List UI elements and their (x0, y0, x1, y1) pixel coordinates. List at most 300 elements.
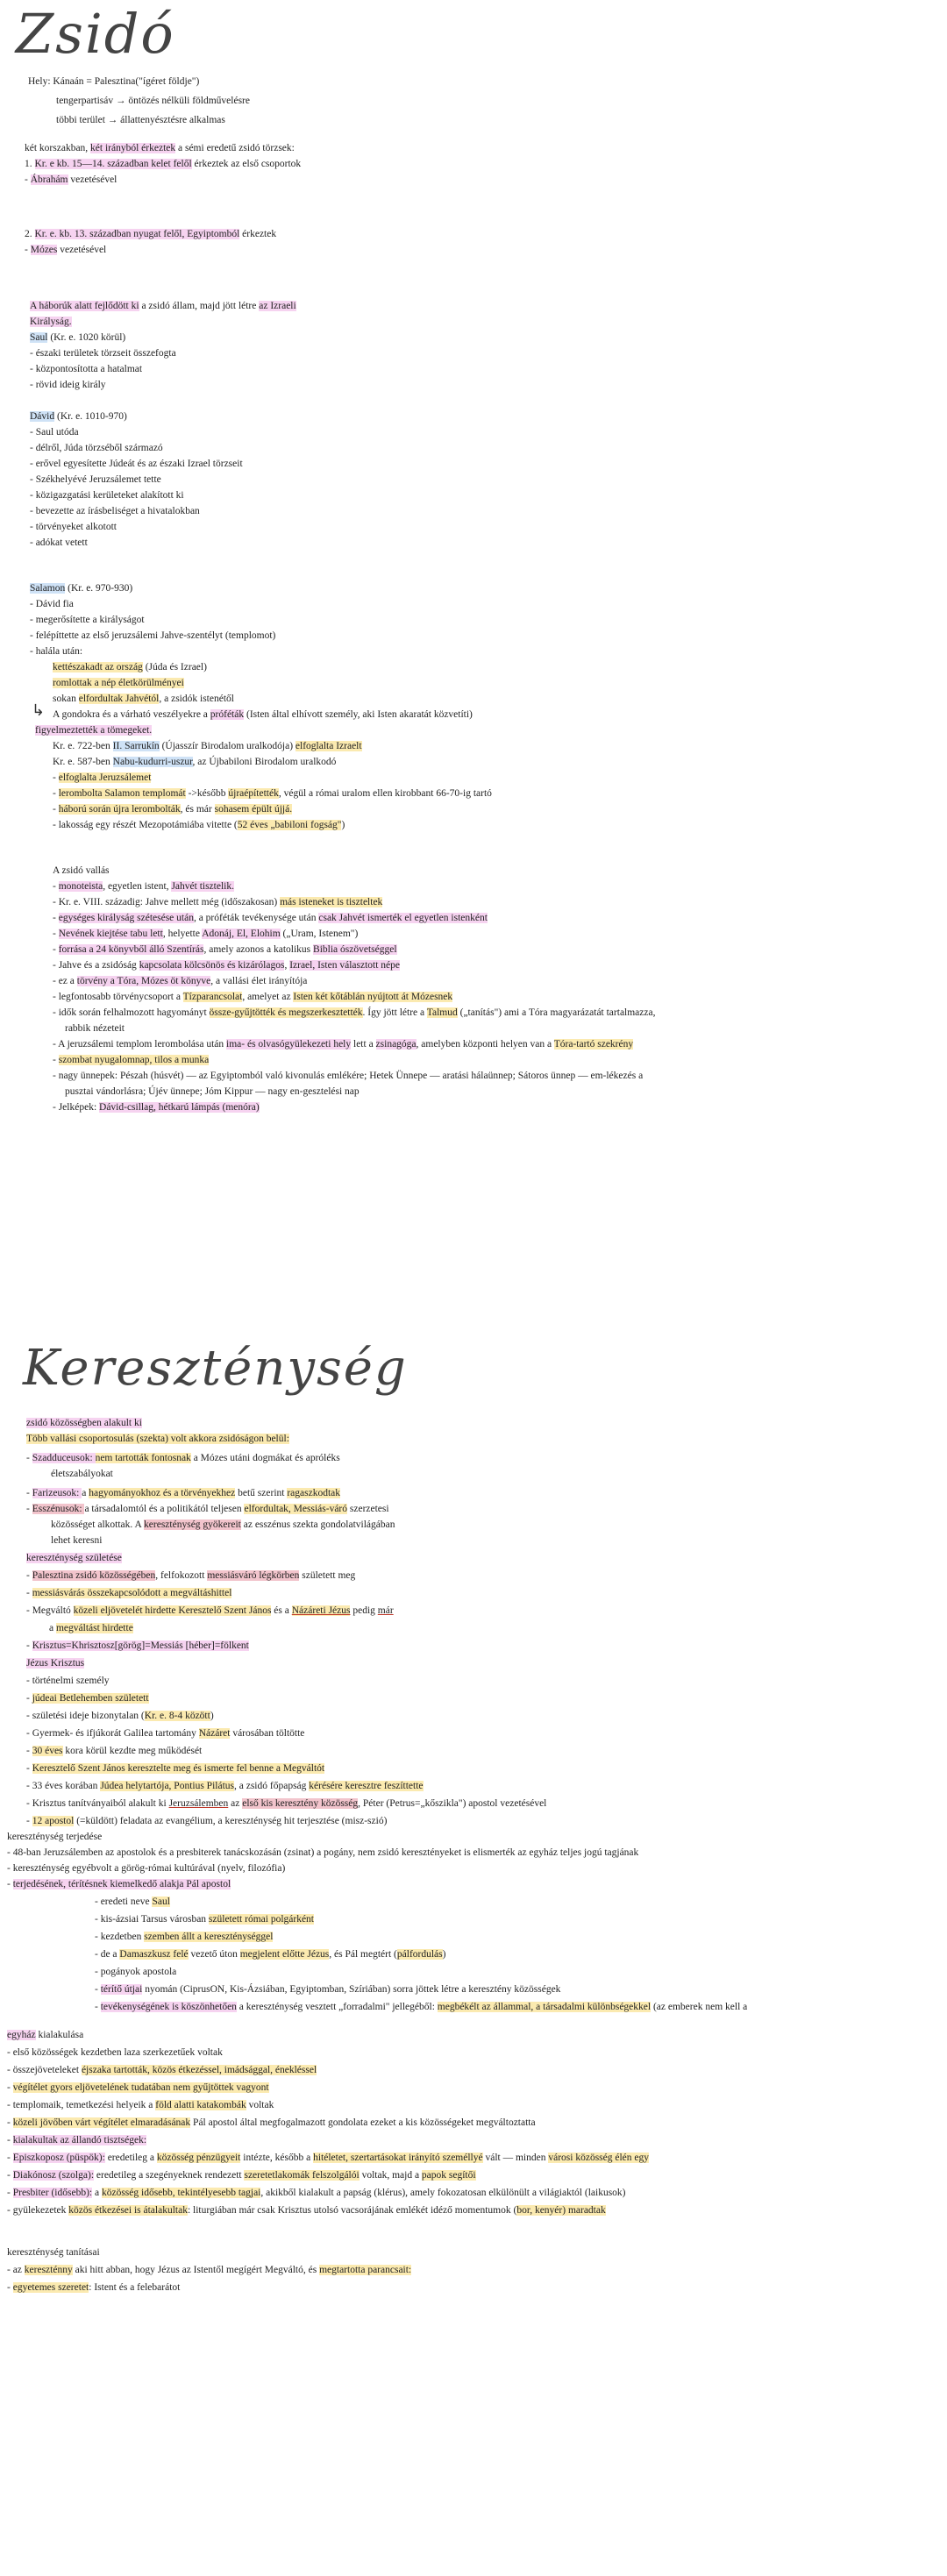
text-segment: született meg (299, 1570, 356, 1581)
highlighted-text: közeli eljövetelét hirdette Keresztelő Szent János (73, 1605, 272, 1616)
text-line (25, 228, 276, 240)
text-segment: , Péter (Petrus=„kőszikla") apostol vezetésével (358, 1798, 547, 1809)
text-segment: , (284, 960, 290, 971)
highlighted-text: Názáret (198, 1728, 231, 1739)
text-segment: vezetésével (68, 174, 117, 185)
text-segment: pedig (350, 1605, 378, 1616)
text-line (26, 1815, 387, 1827)
text-line (25, 158, 301, 170)
highlighted-text: figyelmeztették a tömegeket. (35, 725, 153, 736)
text-segment: - idők során felhalmozott hagyományt (53, 1007, 210, 1018)
text-segment: - (7, 2082, 13, 2093)
highlighted-text: közösség idősebb, tekintélyesebb tagjai (101, 2188, 261, 2198)
text-segment: („Uram, Istenem") (280, 929, 359, 939)
highlighted-text: egyház (7, 2030, 36, 2040)
text-segment: - (95, 1984, 101, 1995)
text-line (26, 1417, 142, 1429)
text-line: - első közösségek kezdetben laza szerkezetűek voltak (7, 2047, 223, 2058)
text-line (95, 1896, 170, 1908)
text-line (7, 2281, 180, 2294)
highlighted-text: Esszénusok: (32, 1504, 85, 1514)
text-segment: nyomán (CiprusON, Kis-Ázsiában, Egyiptomban, Szíriában) sorra jöttek létre a keresztény közösségek (142, 1984, 561, 1995)
text-segment: a (284, 1605, 292, 1616)
text-line (25, 142, 295, 154)
text-line: rabbik nézeteit (65, 1023, 125, 1034)
highlighted-text: két irányból érkeztek (90, 143, 176, 153)
text-segment: érkeztek az első csoportok (191, 159, 302, 169)
text-segment: (Isten által elhívott személy, aki Isten akaratát közvetíti) (244, 709, 473, 720)
text-segment: , akikből kialakult a papság (klérus), amely fokozatosan elkülönült a világiaktól (laikusok) (260, 2188, 626, 2198)
text-line (53, 1054, 209, 1066)
highlighted-text: kapcsolata kölcsönös és kizárólagos (139, 960, 285, 971)
text-line: tengerpartisáv → öntözés nélküli földművelésre (56, 96, 250, 106)
text-segment: - (53, 929, 59, 939)
text-segment: , a próféták tevékenysége után (193, 913, 319, 923)
text-segment: , és Pál megtért ( (329, 1949, 397, 1960)
highlighted-text: közös étkezései is átalakultak (68, 2205, 188, 2216)
text-line: - pogányok apostola (95, 1967, 177, 1977)
text-segment: - legfontosabb törvénycsoport a (53, 992, 183, 1002)
text-line: - közigazgatási kerületeket alakított ki (30, 490, 184, 501)
text-line (53, 880, 234, 893)
highlighted-text: össze-gyűjtötték és megszerkesztették (209, 1007, 363, 1018)
highlighted-text: Dávid (30, 411, 55, 422)
text-segment: („tanítás") ami a Tóra magyarázatát tartalmazza, (457, 1007, 656, 1018)
text-segment: - (26, 1588, 32, 1598)
highlighted-text: Ábrahám (30, 174, 68, 185)
text-line (26, 1727, 304, 1740)
text-line (7, 1878, 231, 1890)
text-segment: , helyette (162, 929, 203, 939)
highlighted-text: tevékenységének is köszönhetően (100, 2002, 237, 2012)
text-line (26, 1587, 231, 1599)
text-segment: az esszénus szekta gondolatvilágában (240, 1519, 395, 1530)
text-line: - Saul utóda (30, 427, 79, 438)
highlighted-text: Salamon (30, 583, 66, 594)
text-segment: - kezdetben (95, 1932, 145, 1942)
text-segment: , végül a római uralom ellen kirobbant 66-70-ig tartó (278, 788, 492, 799)
highlighted-text: megbékélt az állammal, a társadalmi különbségekkel (437, 2002, 652, 2012)
text-segment: - Kr. e. VIII. századig: Jahve mellett még (időszakosan) (53, 897, 281, 907)
text-segment: - lakosság egy részét Mezopotámiába vitette ( (53, 820, 238, 830)
highlighted-text: föld alatti katakombák (155, 2100, 246, 2110)
text-line (49, 1622, 133, 1634)
text-line (53, 677, 184, 689)
text-line (7, 2099, 274, 2111)
text-segment: 1. (25, 159, 35, 169)
text-segment: - (26, 1640, 32, 1651)
text-line: Hely: Kánaán = Palesztina("ígéret földje") (28, 76, 200, 87)
highlighted-text: elfoglalta Jeruzsálemet (58, 772, 152, 783)
text-segment: - (25, 174, 31, 185)
text-line (26, 1433, 289, 1445)
text-line (53, 772, 151, 784)
text-line: többi terület → állattenyésztésre alkalmas (56, 115, 225, 125)
text-segment: , az Újbabiloni Birodalom uralkodó (192, 757, 337, 767)
highlighted-text: az Izraeli (259, 301, 296, 311)
highlighted-text: éjszaka tartották, közös étkezéssel, imádsággal, énekléssel (81, 2065, 317, 2075)
text-line (7, 2152, 649, 2164)
highlighted-text: Tóra-tartó szekrény (553, 1039, 634, 1050)
highlighted-text: júdeai Betlehemben született (32, 1693, 149, 1704)
text-segment: - (26, 1763, 32, 1774)
text-line: - törvényeket alkotott (30, 522, 117, 532)
highlighted-text: messiásvárás összekapcsolódott a megváltáshittel (32, 1588, 232, 1598)
highlighted-text: II. Sarrukín (112, 741, 160, 751)
text-segment: - (7, 1879, 13, 1889)
highlighted-text: egyetemes szeretet (12, 2282, 89, 2293)
text-segment: 2. (25, 229, 35, 239)
highlighted-text: törvény a Tóra, Mózes öt könyve (76, 976, 211, 986)
highlighted-text: zsinagóga (375, 1039, 417, 1050)
highlighted-text: újraépítették (228, 788, 279, 799)
text-segment: ) (442, 1949, 446, 1960)
highlighted-text: csak Jahvét ismerték el egyetlen istenként (318, 913, 488, 923)
text-segment: intézte, később a (240, 2153, 314, 2163)
text-line (53, 708, 473, 721)
highlighted-text: Izrael, Isten választott népe (289, 960, 400, 971)
text-line: - megerősítette a királyságot (30, 615, 145, 625)
text-line (53, 1038, 633, 1050)
text-line (51, 1519, 395, 1531)
text-line (30, 331, 125, 344)
highlighted-text: szemben állt a kereszténységgel (144, 1932, 274, 1942)
text-segment: , amelyet az (242, 992, 294, 1002)
highlighted-text: kérésére keresztre feszíttette (309, 1781, 424, 1791)
text-segment: a (82, 1488, 89, 1498)
text-line (53, 1007, 655, 1019)
text-line (25, 244, 106, 256)
text-segment: kialakulása (35, 2030, 84, 2040)
text-segment: (Kr. e. 970-930) (65, 583, 133, 594)
text-line (53, 803, 292, 815)
highlighted-text: Több vallási csoportosulás (szekta) volt akkora zsidóságon belül: (26, 1434, 289, 1444)
text-line (95, 1948, 445, 1960)
text-segment: - (26, 1693, 32, 1704)
highlighted-text: Isten két kőtáblán nyújtott át Mózesnek (293, 992, 453, 1002)
text-line (35, 724, 152, 737)
text-line: életszabályokat (51, 1469, 113, 1479)
text-segment: , egyetlen istent, (103, 881, 172, 892)
text-segment: - eredeti neve (95, 1896, 153, 1907)
text-line (7, 2081, 269, 2094)
highlighted-text: Jahvét tisztelik. (171, 881, 234, 892)
highlighted-text: háború során újra lerombolták (58, 804, 181, 815)
highlighted-text: közösség pénzügyeit (156, 2153, 241, 2163)
text-segment: betű szerint (235, 1488, 288, 1498)
highlighted-text: Jeruzsálemben (168, 1798, 229, 1809)
text-line (26, 1692, 149, 1704)
text-line (25, 174, 117, 186)
highlighted-text: hagyományokhoz és a törvényekhez (89, 1488, 236, 1498)
text-line (95, 2001, 747, 2013)
text-segment: : liturgiában már csak Krisztus utolsó vacsorájának emlékét idéző momentumok ( (187, 2205, 517, 2216)
text-segment: kora körül kezdte meg működését (62, 1746, 203, 1756)
text-segment: . Így jött létre a (362, 1007, 427, 1018)
text-segment: - (26, 1570, 32, 1581)
text-segment: vezető úton (188, 1949, 240, 1960)
highlighted-text: megváltást hirdette (55, 1623, 133, 1633)
text-segment: Kr. e. 587-ben (53, 757, 113, 767)
text-line (26, 1640, 249, 1652)
text-segment: - Krisztus tanítványaiból alakult ki (26, 1798, 169, 1809)
text-segment: - templomaik, temetkezési helyeik a (7, 2100, 156, 2110)
text-segment: aki hitt abban, hogy Jézus az Istentől megígért Megváltó, és (72, 2265, 320, 2275)
text-segment: - (7, 2117, 13, 2128)
text-segment: (Kr. e. 1020 körül) (47, 332, 126, 343)
highlighted-text: romlottak a nép életkörülményei (53, 678, 184, 688)
highlighted-text: monoteista (58, 881, 103, 892)
text-segment: - (95, 2002, 101, 2012)
text-line: - nagy ünnepek: Pészah (húsvét) — az Egyiptomból való kivonulás emlékére; Hetek Ünnepe — aratási hálaünnep; Sátoros ünnep — em-lékezés a (53, 1071, 644, 1081)
text-segment: - (26, 1488, 32, 1498)
highlighted-text: hitéletet, szertartásokat irányító személlyé (313, 2153, 483, 2163)
text-line: - Dávid fia (30, 599, 74, 609)
text-segment: - A jeruzsálemi templom lerombolása után (53, 1039, 227, 1050)
text-segment: városában töltötte (230, 1728, 305, 1739)
highlighted-text: Szadduceusok: (32, 1453, 96, 1463)
text-segment: érkeztek (239, 229, 277, 239)
highlighted-text: szombat nyugalomnap, tilos a munka (58, 1055, 210, 1065)
text-line (7, 2117, 536, 2129)
text-segment: - kis-ázsiai Tarsus városban (95, 1914, 209, 1925)
text-line (26, 1569, 355, 1582)
highlighted-text: bor, kenyér) maradtak (516, 2205, 606, 2216)
text-line (26, 1762, 324, 1775)
highlighted-text: Dávid-csillag, hétkarú lámpás (menóra) (99, 1102, 260, 1113)
highlighted-text: Biblia ószövetséggel (313, 944, 397, 955)
text-segment: vezetésével (57, 245, 107, 255)
text-segment: - Jelképek: (53, 1102, 100, 1113)
text-segment: szerzetesi (347, 1504, 389, 1514)
text-line: - központosította a hatalmat (30, 364, 143, 374)
text-line (7, 2187, 626, 2199)
text-line (7, 2169, 476, 2181)
text-line (30, 410, 127, 423)
highlighted-text: Farizeusok: (32, 1488, 82, 1498)
highlighted-text: sohasem épült újjá. (214, 804, 293, 815)
text-segment: - (25, 245, 31, 255)
text-line (26, 1552, 122, 1564)
highlighted-text: Názáreti Jézus (291, 1605, 351, 1616)
highlighted-text: Nevének kiejtése tabu lett (58, 929, 163, 939)
text-segment: - összejöveteleket (7, 2065, 82, 2075)
highlighted-text: első kis keresztény közösség (242, 1798, 359, 1809)
text-segment: - gyülekezetek (7, 2205, 69, 2216)
text-segment: : Istent és a felebarátot (89, 2282, 181, 2293)
highlighted-text: próféták (210, 709, 245, 720)
highlighted-text: kereszténység születése (26, 1553, 122, 1563)
highlighted-text: messiásváró légkörben (207, 1570, 300, 1581)
highlighted-text: forrása a 24 könyvből álló Szentírás (58, 944, 204, 955)
text-line (53, 693, 234, 705)
text-segment: - (53, 772, 59, 783)
text-segment: sokan (53, 694, 79, 704)
text-segment: (Júda és Izrael) (142, 662, 207, 672)
text-segment: eredetileg a szegényeknek rendezett (94, 2170, 245, 2181)
text-line: - délről, Júda törzséből származó (30, 443, 163, 453)
highlighted-text: megjelent előtte Jézus (239, 1949, 330, 1960)
text-segment: - (53, 1055, 59, 1065)
text-segment: a (49, 1623, 56, 1633)
highlighted-text: ima- és olvasógyülekezeti hely (226, 1039, 352, 1050)
text-line (53, 928, 358, 940)
highlighted-text: Krisztus=Khrisztosz[görög]=Messiás [héber]=fölkent (32, 1640, 249, 1651)
highlighted-text: Talmud (426, 1007, 458, 1018)
highlighted-text: elfordultak, Messiás-váró (244, 1504, 348, 1514)
text-line (95, 1983, 560, 1996)
text-line (53, 661, 207, 673)
highlighted-text: Episzkoposz (püspök): (12, 2153, 105, 2163)
highlighted-text: Júdea helytartója, Pontius Pilátus (100, 1781, 234, 1791)
text-line (26, 1605, 394, 1617)
text-segment: - az (7, 2265, 25, 2275)
text-segment: voltak (246, 2100, 274, 2110)
section-title-zsido: Zsidó (16, 2, 175, 66)
text-line (7, 2134, 146, 2146)
text-line (30, 316, 72, 328)
text-line (53, 1101, 260, 1114)
text-line: pusztai vándorlásra; Újév ünnepe; Jóm Kippur — nagy en-gesztelési nap (65, 1086, 360, 1097)
highlighted-text: szeretetlakomák felszolgálói (244, 2170, 360, 2181)
text-segment: , és már (180, 804, 215, 815)
text-line: - északi területek törzseit összefogta (30, 348, 176, 359)
text-segment: - (7, 2135, 13, 2145)
text-segment: - Jahve és a zsidóság (53, 960, 139, 971)
highlighted-text: Adonáj, El, Elohim (202, 929, 281, 939)
text-segment: A gondokra és a várható veszélyekre a (53, 709, 210, 720)
highlighted-text: kereszténny (24, 2265, 73, 2275)
text-segment: és (271, 1605, 285, 1616)
text-line: kereszténység tanításai (7, 2247, 100, 2258)
highlighted-text: Tízparancsolat (182, 992, 243, 1002)
text-segment: a sémi eredetű zsidó törzsek: (175, 143, 295, 153)
text-line (53, 896, 382, 908)
highlighted-text: született római polgárként (208, 1914, 314, 1925)
text-segment: (Újasszír Birodalom uralkodója) (159, 741, 295, 751)
text-segment: ) (210, 1711, 214, 1721)
text-line (30, 582, 132, 594)
text-segment: , a zsidó főpapság (234, 1781, 310, 1791)
text-segment: - de a (95, 1949, 120, 1960)
text-line: - 48-ban Jeruzsálemben az apostolok és a presbiterek tanácskozásán (zsinat) a pogány, nem zsidó keresztényeket is elismerték az egyház teljes jogú tagjának (7, 1847, 639, 1858)
text-segment: a kereszténység vesztett „forradalmi" jellegéből: (236, 2002, 438, 2012)
text-segment: - (7, 2188, 13, 2198)
text-segment: - (26, 1746, 32, 1756)
highlighted-text: egységes királyság szétesése után (58, 913, 194, 923)
highlighted-text: 12 apostol (32, 1816, 75, 1826)
text-segment: Kr. e. 722-ben (53, 741, 113, 751)
highlighted-text: elfoglalta Izraelt (295, 741, 362, 751)
text-segment: - Gyermek- és ifjúkorát Galilea tartomány (26, 1728, 199, 1739)
highlighted-text: Királyság. (30, 317, 72, 327)
highlighted-text: nem tartották fontosnak (95, 1453, 191, 1463)
text-segment: Pál apostol által megfogalmazott gondolata ezeket a kis közösségeket megváltoztatta (190, 2117, 536, 2128)
text-segment: - ez a (53, 976, 77, 986)
text-line (53, 959, 400, 971)
highlighted-text: Damaszkusz felé (119, 1949, 189, 1960)
text-segment: közösséget alkottak. A (51, 1519, 145, 1530)
text-segment: (=küldött) feladata az evangélium, a kereszténység hit terjesztése (misz-szió) (74, 1816, 388, 1826)
text-segment: , a zsidók istenétől (159, 694, 234, 704)
text-segment: - születési ideje bizonytalan ( (26, 1711, 145, 1721)
highlighted-text: térítő útjai (100, 1984, 143, 1995)
highlighted-text: kettészakadt az ország (53, 662, 143, 672)
text-segment: , felfokozott (155, 1570, 208, 1581)
highlighted-text: végítélet gyors eljövetelének tudatában nem gyűjtöttek vagyont (12, 2082, 269, 2093)
highlighted-text: lerombolta Salamon templomát (58, 788, 186, 799)
text-line: - bevezette az írásbeliséget a hivatalokban (30, 506, 200, 516)
text-line (53, 819, 345, 831)
text-segment: a zsidó állam, majd jött létre (139, 301, 260, 311)
text-line (26, 1797, 546, 1810)
highlighted-text: 52 éves „babiloni fogság" (237, 820, 342, 830)
text-line (26, 1487, 340, 1499)
highlighted-text: 30 éves (32, 1746, 63, 1756)
highlighted-text: elfordultak Jahvétól (78, 694, 160, 704)
text-line: - Székhelyévé Jeruzsálemet tette (30, 474, 161, 485)
highlighted-text: A háborúk alatt fejlődött ki (30, 301, 139, 311)
text-segment: , amely azonos a katolikus (203, 944, 314, 955)
highlighted-text: terjedésének, térítésnek kiemelkedő alakja Pál apostol (12, 1879, 231, 1889)
text-segment: - (7, 2153, 13, 2163)
text-line (53, 912, 488, 924)
highlighted-text: Kr. e kb. 15—14. században kelet felől (34, 159, 192, 169)
text-line (7, 2029, 83, 2041)
text-segment: - (26, 1504, 32, 1514)
text-line: kereszténység terjedése (7, 1832, 103, 1842)
text-line (53, 756, 336, 768)
highlighted-text: Kr. e. kb. 13. században nyugat felől, Egyiptomból (34, 229, 240, 239)
text-segment: a (92, 2188, 102, 2198)
highlighted-text: Saul (30, 332, 48, 343)
text-line (26, 1452, 340, 1464)
text-segment: ->később (185, 788, 229, 799)
text-line (26, 1780, 424, 1792)
text-segment: - (53, 804, 59, 815)
text-line (53, 943, 397, 956)
text-segment: - (53, 913, 59, 923)
highlighted-text: ragaszkodtak (287, 1488, 340, 1498)
text-segment: vált — minden (482, 2153, 549, 2163)
text-segment: a társadalomtól és a politikától teljesen (84, 1504, 245, 1514)
text-line (7, 2204, 606, 2217)
highlighted-text: Presbiter (idősebb): (12, 2188, 93, 2198)
text-segment: - (26, 1453, 32, 1463)
section-title-keresztenyseg: Kereszténység (23, 1340, 408, 1397)
text-line (26, 1710, 214, 1722)
text-segment: - (53, 881, 59, 892)
text-segment: - (53, 788, 59, 799)
text-segment: , a vallási élet irányítója (210, 976, 308, 986)
text-segment: az (228, 1798, 243, 1809)
text-line: - kereszténység egyébvolt a görög-római kultúrával (nyelv, filozófia) (7, 1863, 286, 1874)
text-segment: - Megváltó (26, 1605, 74, 1616)
highlighted-text: Keresztelő Szent János keresztelte meg és ismerte fel benne a Megváltót (32, 1763, 325, 1774)
text-line (26, 1657, 84, 1669)
text-line: - történelmi személy (26, 1676, 110, 1686)
highlighted-text: városi közösség élén egy (548, 2153, 650, 2163)
highlighted-text: zsidó közösségben alakult ki (26, 1418, 142, 1428)
text-line: - adókat vetett (30, 537, 88, 548)
text-segment: két korszakban, (25, 143, 91, 153)
highlighted-text: Jézus Krisztus (26, 1658, 85, 1669)
text-segment: voltak, majd a (359, 2170, 422, 2181)
text-line: - felépíttette az első jeruzsálemi Jahve-szentélyt (templomot) (30, 630, 276, 641)
text-line: - erővel egyesítette Júdeát és az északi Izrael törzseit (30, 459, 243, 469)
highlighted-text: Palesztina zsidó közösségében (32, 1570, 156, 1581)
text-line (26, 1503, 389, 1515)
